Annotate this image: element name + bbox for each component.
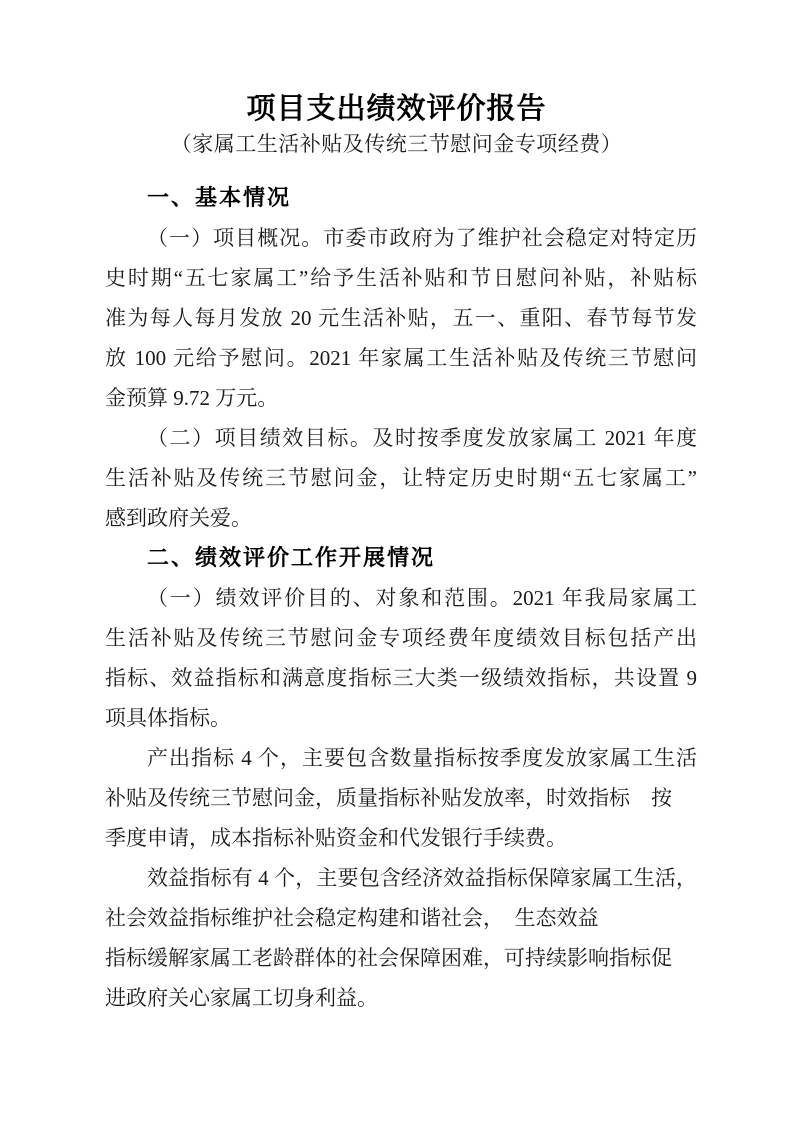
text-line: 金预算 9.72 万元。 (105, 386, 279, 410)
text-line: （一）项目概况。市委市政府为了维护社会稳定对特定历 (147, 226, 697, 250)
text-line: 指标缓解家属工老龄群体的社会保障困难，可持续影响指标促 (105, 946, 672, 970)
text-line: 季度申请，成本指标补贴资金和代发银行手续费。 (105, 826, 567, 850)
text-line: 项具体指标。 (105, 706, 231, 730)
text-line: 生活补贴及传统三节慰问金，让特定历史时期“五七家属工” (105, 466, 697, 490)
document-subtitle: （家属工生活补贴及传统三节慰问金专项经费） (170, 132, 623, 156)
text-line: 进政府关心家属工切身利益。 (105, 986, 378, 1010)
text-line: 产出指标 4 个，主要包含数量指标按季度发放家属工生活 (147, 746, 697, 770)
paragraph (105, 218, 697, 418)
text-line: 效益指标有 4 个，主要包含经济效益指标保障家属工生活， (147, 866, 697, 890)
text-line: （二）项目绩效目标。及时按季度发放家属工 2021 年度 (147, 426, 697, 450)
section-heading (105, 178, 697, 218)
paragraph (105, 858, 697, 1018)
text-line: 社会效益指标维护社会稳定构建和谐社会， 生态效益 (105, 906, 599, 930)
section-heading (105, 538, 697, 578)
text-line: （一）绩效评价目的、对象和范围。2021 年我局家属工 (147, 586, 697, 610)
text-line: 感到政府关爱。 (105, 506, 252, 530)
paragraph (105, 578, 697, 738)
heading-line: 二、绩效评价工作开展情况 (147, 545, 436, 570)
paragraph (105, 418, 697, 538)
heading-line: 一、基本情况 (147, 185, 292, 210)
text-line: 放 100 元给予慰问。2021 年家属工生活补贴及传统三节慰问 (105, 346, 697, 370)
document-body (105, 178, 697, 1018)
text-line: 指标、效益指标和满意度指标三大类一级绩效指标，共设置 9 (105, 666, 697, 690)
text-line: 补贴及传统三节慰问金，质量指标补贴发放率，时效指标 按 (105, 786, 672, 810)
text-line: 准为每人每月发放 20 元生活补贴，五一、重阳、春节每节发 (105, 306, 697, 330)
text-line: 生活补贴及传统三节慰问金专项经费年度绩效目标包括产出 (105, 626, 697, 650)
document-title: 项目支出绩效评价报告 (246, 93, 547, 125)
paragraph (105, 738, 697, 858)
text-line: 史时期“五七家属工”给予生活补贴和节日慰问补贴，补贴标 (105, 266, 697, 290)
